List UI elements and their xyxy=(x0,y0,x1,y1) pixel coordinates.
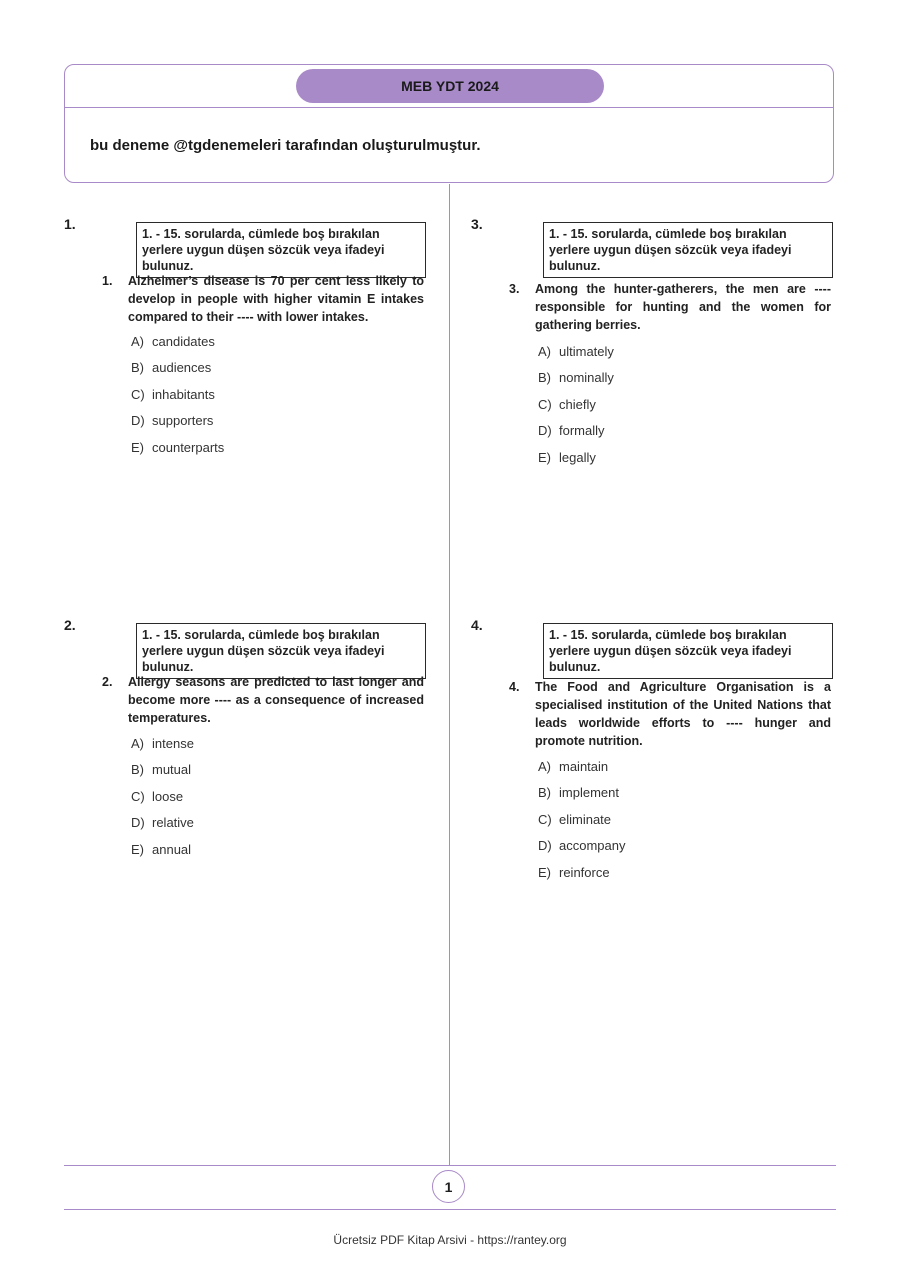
option-letter: B) xyxy=(131,360,144,376)
footer-rule-bottom xyxy=(64,1209,836,1210)
option-text: intense xyxy=(152,736,194,751)
exam-header xyxy=(64,64,834,183)
option-text: loose xyxy=(152,788,184,804)
question-stem: The Food and Agriculture Organisation is a specialised institution of the United Nations that leads worldwide efforts to ---- hunger and promote nutrition. xyxy=(535,680,831,748)
option-a[interactable] xyxy=(131,736,194,762)
question-number: 3. xyxy=(471,216,483,232)
stem-number: 1. xyxy=(102,274,113,288)
option-letter: D) xyxy=(538,423,552,439)
question-stem: Alzheimer’s disease is 70 per cent less likely to develop in people with higher vitamin E intakes compared to their ---- with lower intakes. xyxy=(128,274,424,324)
option-letter: D) xyxy=(131,815,145,831)
column-divider xyxy=(449,184,450,1166)
option-text: ultimately xyxy=(559,344,614,359)
option-text: annual xyxy=(152,841,192,857)
exam-title: MEB YDT 2024 xyxy=(296,69,604,103)
option-text: legally xyxy=(559,449,596,465)
option-a[interactable] xyxy=(538,759,625,785)
source-footer: Ücretsiz PDF Kitap Arsivi - https://rantey.org xyxy=(333,1233,567,1247)
option-letter: E) xyxy=(131,841,144,857)
option-c[interactable] xyxy=(131,789,194,815)
option-c[interactable] xyxy=(538,397,614,423)
question-3 xyxy=(471,216,851,536)
option-text: eliminate xyxy=(559,811,612,827)
option-b[interactable] xyxy=(538,785,625,811)
option-e[interactable] xyxy=(131,842,194,868)
question-number: 2. xyxy=(64,617,76,633)
option-letter: A) xyxy=(538,344,551,359)
option-text: maintain xyxy=(559,759,609,774)
option-b[interactable] xyxy=(131,360,224,386)
instruction-box: 1. - 15. sorularda, cümlede boş bırakılan yerlere uygun düşen sözcük veya ifadeyi bulunuz. xyxy=(543,623,833,679)
instruction-box: 1. - 15. sorularda, cümlede boş bırakılan yerlere uygun düşen sözcük veya ifadeyi bulunuz. xyxy=(136,623,426,679)
option-text: inhabitants xyxy=(152,386,215,402)
option-text: nominally xyxy=(559,370,614,386)
option-letter: D) xyxy=(131,413,145,429)
option-letter: A) xyxy=(131,334,144,349)
option-letter: E) xyxy=(538,864,551,880)
question-stem: Among the hunter-gatherers, the men are ---- responsible for hunting and the women for gathering berries. xyxy=(535,282,831,332)
option-letter: B) xyxy=(538,785,551,801)
option-d[interactable] xyxy=(538,838,625,864)
question-2 xyxy=(64,617,444,937)
option-text: counterparts xyxy=(152,439,225,455)
option-text: implement xyxy=(559,785,619,801)
option-letter: B) xyxy=(538,370,551,386)
option-letter: C) xyxy=(538,396,552,412)
question-stem: Allergy seasons are predicted to last longer and become more ---- as a consequence of increased temperatures. xyxy=(128,675,424,725)
option-list xyxy=(538,759,625,891)
option-letter: A) xyxy=(538,759,551,774)
stem-number: 3. xyxy=(509,282,520,296)
question-1 xyxy=(64,216,444,536)
option-e[interactable] xyxy=(538,865,625,891)
option-text: supporters xyxy=(152,413,214,429)
option-b[interactable] xyxy=(131,762,194,788)
option-c[interactable] xyxy=(131,387,224,413)
option-e[interactable] xyxy=(538,450,614,476)
credit-line: bu deneme @tgdenemeleri tarafından oluşturulmuştur. xyxy=(90,137,481,154)
option-text: chiefly xyxy=(559,396,596,412)
option-text: reinforce xyxy=(559,864,610,880)
instruction-box: 1. - 15. sorularda, cümlede boş bırakılan yerlere uygun düşen sözcük veya ifadeyi bulunuz. xyxy=(136,222,426,278)
option-text: accompany xyxy=(559,838,626,854)
option-list xyxy=(131,736,194,868)
header-divider xyxy=(65,107,833,108)
option-letter: C) xyxy=(131,386,145,402)
option-d[interactable] xyxy=(131,413,224,439)
option-letter: E) xyxy=(131,439,144,455)
instruction-box: 1. - 15. sorularda, cümlede boş bırakılan yerlere uygun düşen sözcük veya ifadeyi bulunuz. xyxy=(543,222,833,278)
option-text: relative xyxy=(152,815,194,831)
option-letter: E) xyxy=(538,449,551,465)
option-letter: D) xyxy=(538,838,552,854)
option-list xyxy=(538,344,614,476)
footer-rule-top xyxy=(64,1165,836,1166)
option-letter: B) xyxy=(131,762,144,778)
option-b[interactable] xyxy=(538,370,614,396)
option-text: candidates xyxy=(152,334,215,349)
question-number: 1. xyxy=(64,216,76,232)
option-c[interactable] xyxy=(538,812,625,838)
option-a[interactable] xyxy=(131,334,224,360)
question-number: 4. xyxy=(471,617,483,633)
stem-number: 4. xyxy=(509,680,520,694)
option-letter: C) xyxy=(538,811,552,827)
option-text: formally xyxy=(559,423,605,439)
option-letter: A) xyxy=(131,736,144,751)
page-number: 1 xyxy=(432,1170,465,1203)
option-text: mutual xyxy=(152,762,192,778)
option-e[interactable] xyxy=(131,440,224,466)
stem-number: 2. xyxy=(102,675,113,689)
option-letter: C) xyxy=(131,788,145,804)
question-4 xyxy=(471,617,851,937)
option-a[interactable] xyxy=(538,344,614,370)
option-d[interactable] xyxy=(538,423,614,449)
option-list xyxy=(131,334,224,466)
option-text: audiences xyxy=(152,360,212,376)
option-d[interactable] xyxy=(131,815,194,841)
